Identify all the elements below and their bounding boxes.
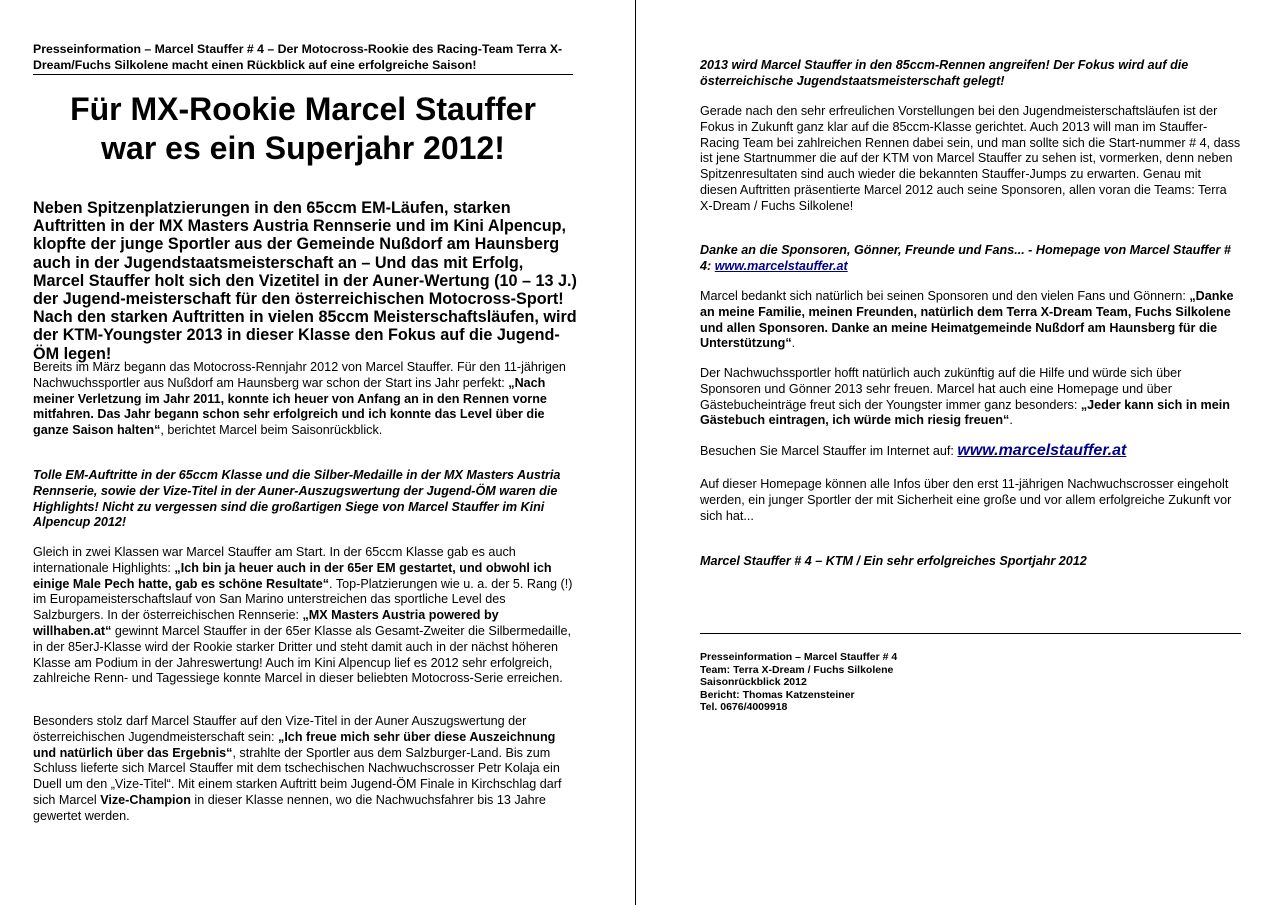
p3-vize-champion: Vize-Champion: [100, 792, 191, 807]
p6-text: Der Nachwuchssportler hofft natürlich auch zukünftig auf die Hilfe und würde sich über Sponsoren und Gönner 2013 sehr freuen. Marcel hat auch eine Homepage und über Gästebucheinträge freut sich der Youngster immer ganz besonders:: [700, 366, 1182, 412]
p2-text-mid: . Top-Platzierungen wie u. a. der 5. Rang (!) im Europameisterschaftslauf von San Marino unterstreichen das sportliche Level des Salzburgers. In der österreichischen Rennserie:: [33, 576, 573, 623]
p5-text: Marcel bedankt sich natürlich bei seinen Sponsoren und den vielen Fans und Gönnern:: [700, 289, 1190, 303]
footer-line-3: Saisonrückblick 2012: [700, 676, 807, 688]
subheading-3: [700, 243, 1241, 275]
p3-text-end: in dieser Klasse nennen, wo die Nachwuchsfahrer bis 13 Jahre gewertet werden.: [33, 792, 546, 823]
p2-quote: „Ich bin ja heuer auch in der 65er EM gestartet, und obwohl ich einige Male Pech hatte, gab es schöne Resultate“: [33, 560, 552, 591]
footer-line-5: Tel. 0676/4009918: [700, 701, 788, 713]
footer-line-4: Bericht: Thomas Katzensteiner: [700, 688, 855, 701]
title-line-1: Für MX-Rookie Marcel Stauffer: [70, 91, 536, 127]
subheading-3-text: Danke an die Sponsoren, Gönner, Freunde und Fans... - Homepage von Marcel Stauffer # 4:: [700, 243, 1231, 273]
paragraph-1: [33, 360, 573, 439]
subheading-1: Tolle EM-Auftritte in der 65ccm Klasse und die Silber-Medaille in der MX Masters Austria Rennserie, sowie der Vize-Titel in der Auner-Auszugswertung der Jugend-ÖM waren die Highlights! Nicht zu vergessen sind die großartigen Siege von Marcel Stauffer im Kini Alpencup 2012!: [33, 468, 561, 530]
paragraph-6: [700, 366, 1241, 429]
website-link[interactable]: www.marcelstauffer.at: [957, 442, 1127, 459]
p6-quote: „Jeder kann sich in mein Gästebuch eintragen, ich würde mich riesig freuen“: [700, 397, 1230, 428]
press-header: Presseinformation – Marcel Stauffer # 4 – Der Motocross-Rookie des Racing-Team Terra X-Dream/Fuchs Silkolene macht einen Rückblick auf eine erfolgreiche Saison!: [33, 41, 573, 75]
p1-quote: „Nach meiner Verletzung im Jahr 2011, konnte ich heuer von Anfang an in den Rennen vorne mitfahren. Das Jahr begann schon sehr erfolgreich und ich konnte das Level über die ganze Saison halten“: [33, 375, 547, 438]
p6-text-end: .: [1009, 413, 1013, 428]
p3-quote: „Ich freue mich sehr über diese Auszeichnung und natürlich über das Ergebnis“: [33, 729, 556, 760]
p1-text: Bereits im März begann das Motocross-Rennjahr 2012 von Marcel Stauffer. Für den 11-jährigen Nachwuchssportler aus Nußdorf am Haunsberg war schon der Start ins Jahr perfekt:: [33, 360, 566, 390]
visit-line: [700, 443, 1241, 460]
lead-paragraph: Neben Spitzenplatzierungen in den 65ccm EM-Läufen, starken Auftritten in der MX Masters Austria Rennserie und im Kini Alpencup, klopfte der junge Sportler aus der Gemeinde Nußdorf am Haunsberg auch in der Jugendstaatsmeisterschaft an – Und das mit Erfolg, Marcel Stauffer holt sich den Vizetitel in der Auner-Wertung (10 – 13 J.) der Jugend-meisterschaft für den österreichischen Motocross-Sport! Nach den starken Auftritten in vielen 85ccm Meisterschaftsläufen, wird der KTM-Youngster 2013 in dieser Klasse den Fokus auf die Jugend-ÖM legen!: [33, 199, 577, 363]
homepage-link[interactable]: www.marcelstauffer.at: [714, 258, 848, 273]
p5-quote: „Danke an meine Familie, meinen Freunden, natürlich dem Terra X-Dream Team, Fuchs Silkolene und allen Sponsoren. Danke an meine Heimatgemeinde Nußdorf am Haunsberg für die Unterstützung“: [700, 289, 1234, 351]
p2-text-end: gewinnt Marcel Stauffer in der 65er Klasse als Gesamt-Zweiter die Silbermedaille, in der 85erJ-Klasse wird der Rookie starker Dritter und steht damit auch in der nächst höheren Klasse am Podium in der Jahreswertung! Auch im Kini Alpencup lief es 2012 sehr erfolgreich, zahlreiche Renn- und Tagessiege konnte Marcel in dieser beliebten Motocross-Serie erreichen.: [33, 623, 572, 686]
paragraph-3: [33, 714, 573, 825]
p1-text-end: , berichtet Marcel beim Saisonrückblick.: [160, 423, 383, 438]
paragraph-2: [33, 545, 573, 687]
page-divider: [635, 0, 636, 905]
footer-rule: [700, 633, 1241, 634]
p3-text: Besonders stolz darf Marcel Stauffer auf den Vize-Titel in der Auner Auszugswertung der österreichischen Jugendmeisterschaft sein:: [33, 714, 527, 744]
title-line-2: war es ein Superjahr 2012!: [101, 130, 505, 166]
page-title: [33, 90, 573, 168]
footer-line-2: Team: Terra X-Dream / Fuchs Silkolene: [700, 663, 894, 676]
paragraph-4: Gerade nach den sehr erfreulichen Vorstellungen bei den Jugendmeisterschaftsläufen ist der Fokus in Zukunft ganz klar auf die 85ccm-Klasse gerichtet. Auch 2013 will man im Stauffer-Racing Team bei zahlreichen Rennen dabei sein, und man sollte sich die Start-nummer # 4, dass ist jene Startnummer die auf der KTM von Marcel Stauffer zu sehen ist, vormerken, denn neben Spitzenresultaten sind auch wieder die bekannten Stauffer-Jumps zu erwarten. Genau mit diesen Auftritten präsentierte Marcel 2012 auch seine Sponsoren, allen voran die Teams: Terra X-Dream / Fuchs Silkolene!: [700, 104, 1241, 213]
p2-text: Gleich in zwei Klassen war Marcel Stauffer am Start. In der 65ccm Klasse gab es auch internationale Highlights:: [33, 545, 516, 575]
closing-line: Marcel Stauffer # 4 – KTM / Ein sehr erfolgreiches Sportjahr 2012: [700, 554, 1087, 568]
subheading-2: 2013 wird Marcel Stauffer in den 85ccm-Rennen angreifen! Der Fokus wird auf die österreichische Jugendstaatsmeisterschaft gelegt!: [700, 58, 1189, 88]
p2-series-name: „MX Masters Austria powered by willhaben.at“: [33, 608, 499, 638]
paragraph-5: [700, 289, 1241, 352]
p3-text-mid: , strahlte der Sportler aus dem Salzburger-Land. Bis zum Schluss lieferte sich Marcel Stauffer mit dem tschechischen Nachwuchscrosser Petr Kolaja ein Duell um den „Vize-Titel“. Mit einem starken Auftritt beim Jugend-ÖM Finale in Kirchschlag darf sich Marcel: [33, 745, 562, 807]
footer-line-1: Presseinformation – Marcel Stauffer # 4: [700, 651, 898, 663]
p5-text-end: .: [791, 336, 796, 351]
paragraph-7: Auf dieser Homepage können alle Infos über den erst 11-jährigen Nachwuchscrosser eingeholt werden, ein junger Sportler der mit Sicherheit eine große und vor allem erfolgreiche Zukunft vor sich hat...: [700, 477, 1232, 523]
visit-label: Besuchen Sie Marcel Stauffer im Internet auf:: [700, 444, 958, 458]
contact-footer: [700, 651, 1241, 714]
